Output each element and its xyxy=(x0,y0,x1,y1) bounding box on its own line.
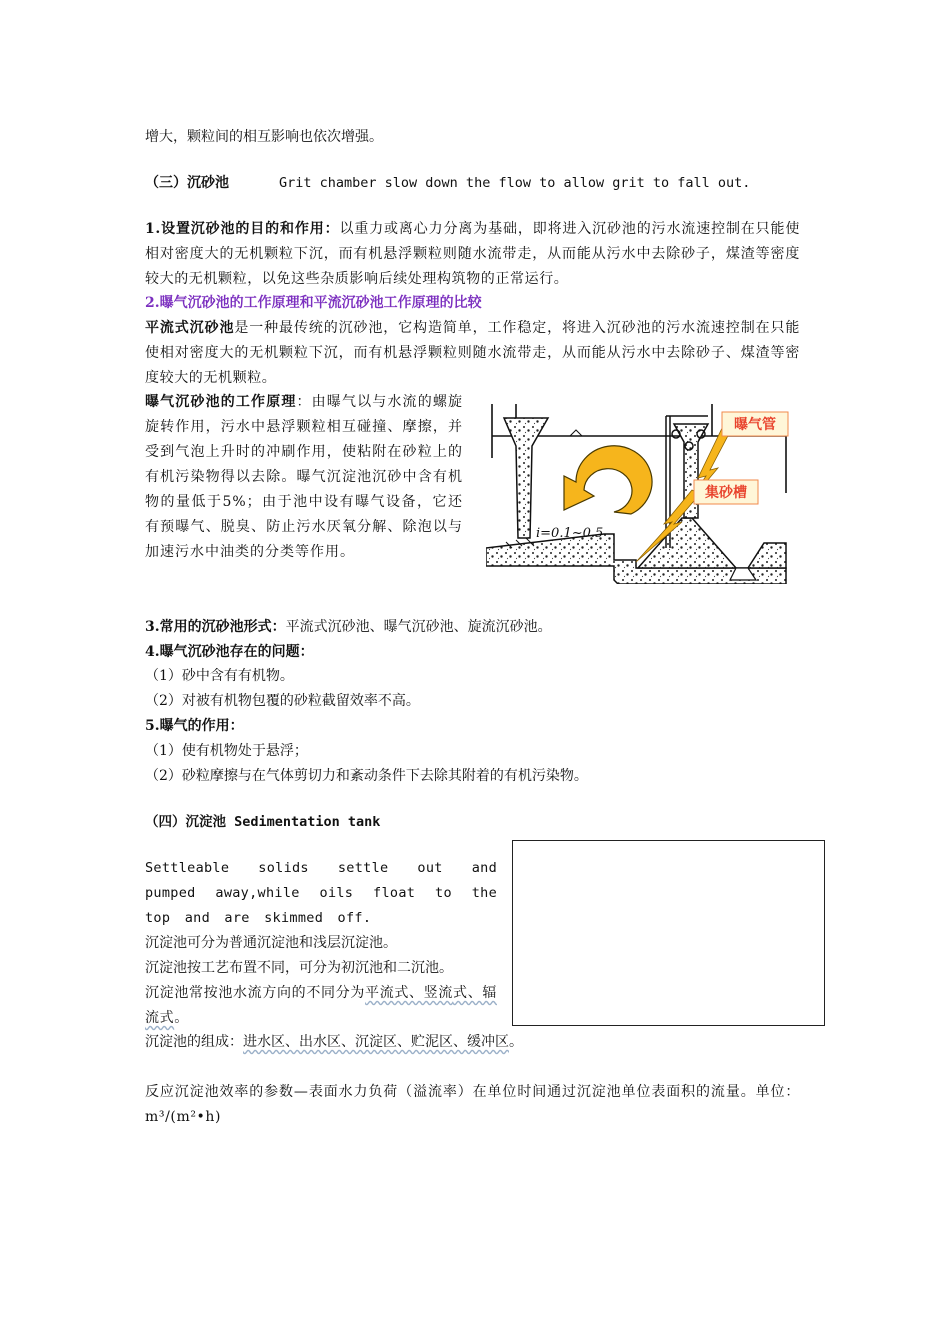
text-tank-components-a: 沉淀池的组成： xyxy=(145,1034,243,1050)
aeration-pipe-label: 曝气管 xyxy=(734,417,776,433)
slope-label: i=0.1~0.5 xyxy=(536,526,604,541)
paragraph-3-text: 是一种最传统的沉砂池，它构造简单，工作稳定，将进入沉砂池的污水流速控制在只能使相对密度大的无机颗粒下沉，而有机悬浮颗粒则随水流带走，从而能从污水中去除砂子、煤渣等密度较大的无机颗粒。 xyxy=(145,320,800,386)
paragraph-5 xyxy=(145,615,552,640)
section-3-heading xyxy=(145,171,229,196)
section-4-title: （四）沉淀池 Sedimentation tank xyxy=(145,814,381,830)
text-tank-process: 沉淀池按工艺布置不同，可分为初沉池和二沉池。 xyxy=(145,960,453,976)
section-3-title: （三）沉砂池 xyxy=(145,175,229,191)
text-tank-flow-c: 式、辐流式 xyxy=(145,985,497,1026)
text-tank-components-c: 。 xyxy=(509,1034,523,1050)
text-tank-flow xyxy=(145,981,497,1031)
text-tank-flow-d: 。 xyxy=(174,1010,189,1026)
paragraph-1-title: 1.设置沉砂池的目的和作用： xyxy=(145,221,340,237)
paragraph-5-title: 3.常用的沉砂池形式： xyxy=(145,619,286,635)
paragraph-4-text: ：由曝气以与水流的螺旋旋转作用，污水中悬浮颗粒相互碰撞、摩擦，并受到气泡上升时的冲刷作用，使粘附在砂粒上的有机污染物得以去除。曝气沉淀池沉砂中含有机物的量低于5%；由于池中设有曝气设备，它还有预曝气、脱臭、防止污水厌氧分解、除泡以与加速污水中油类的分类等作用。 xyxy=(145,394,463,560)
text-tank-components xyxy=(145,1030,523,1055)
paragraph-5-text: 平流式沉砂池、曝气沉砂池、旋流沉砂池。 xyxy=(285,619,552,635)
section-4-heading xyxy=(145,810,380,835)
text-tank-components-b: 进水区、出水区、沉淀区、贮泥区、缓冲区 xyxy=(243,1034,509,1050)
paragraph-6-title: 4.曝气沉砂池存在的问题： xyxy=(145,644,314,660)
paragraph-3-title: 平流式沉砂池 xyxy=(145,320,235,336)
paragraph-7-title: 5.曝气的作用： xyxy=(145,718,244,734)
text-surface-load: 反应沉淀池效率的参数—表面水力负荷（溢流率）在单位时间通过沉淀池单位表面积的流量。单位：m³/(m²•h) xyxy=(145,1084,800,1125)
paragraph-4 xyxy=(145,390,463,565)
grit-channel-wall xyxy=(748,543,786,568)
text-tank-flow-b: 平流式、竖流 xyxy=(365,985,454,1001)
rotation-arrow-icon xyxy=(564,446,652,514)
paragraph-2-heading: 2.曝气沉砂池的工作原理和平流沉砂池工作原理的比较 xyxy=(145,295,482,311)
english-paragraph: Settleable solids settle out and pumped away,while oils float to the top and are skimmed off. xyxy=(145,860,497,926)
text-line-1: 增大，颗粒间的相互影响也依次增强。 xyxy=(145,129,383,145)
section-3-english: Grit chamber slow down the flow to allow grit to fall out. xyxy=(279,175,751,191)
text-tank-types: 沉淀池可分为普通沉淀池和浅层沉淀池。 xyxy=(145,935,397,951)
paragraph-6-item-2: （2）对被有机物包覆的砂粒截留效率不高。 xyxy=(145,693,420,709)
grit-channel-label: 集砂槽 xyxy=(705,485,747,501)
paragraph-7-item-2: （2）砂粒摩擦与在气体剪切力和紊动条件下去除其附着的有机污染物。 xyxy=(145,768,588,784)
paragraph-1-text: 以重力或离心力分离为基础，即将进入沉砂池的污水流速控制在只能使相对密度大的无机颗粒下沉，而有机悬浮颗粒则随水流带走，从而能从污水中去除砂子，煤渣等密度较大的无机颗粒，以免这些杂质影响后续处理构筑物的正常运行。 xyxy=(145,221,801,287)
text-tank-flow-a: 沉淀池常按池水流方向的不同分为 xyxy=(145,985,366,1001)
paragraph-6-item-1: （1）砂中含有有机物。 xyxy=(145,668,294,684)
paragraph-3 xyxy=(145,316,800,391)
paragraph-7-item-1: （1）使有机物处于悬浮； xyxy=(145,743,308,759)
empty-figure-frame xyxy=(512,840,825,1026)
aerated-grit-chamber-figure xyxy=(486,398,796,584)
paragraph-1 xyxy=(145,217,800,292)
paragraph-4-title: 曝气沉砂池的工作原理 xyxy=(145,394,297,410)
